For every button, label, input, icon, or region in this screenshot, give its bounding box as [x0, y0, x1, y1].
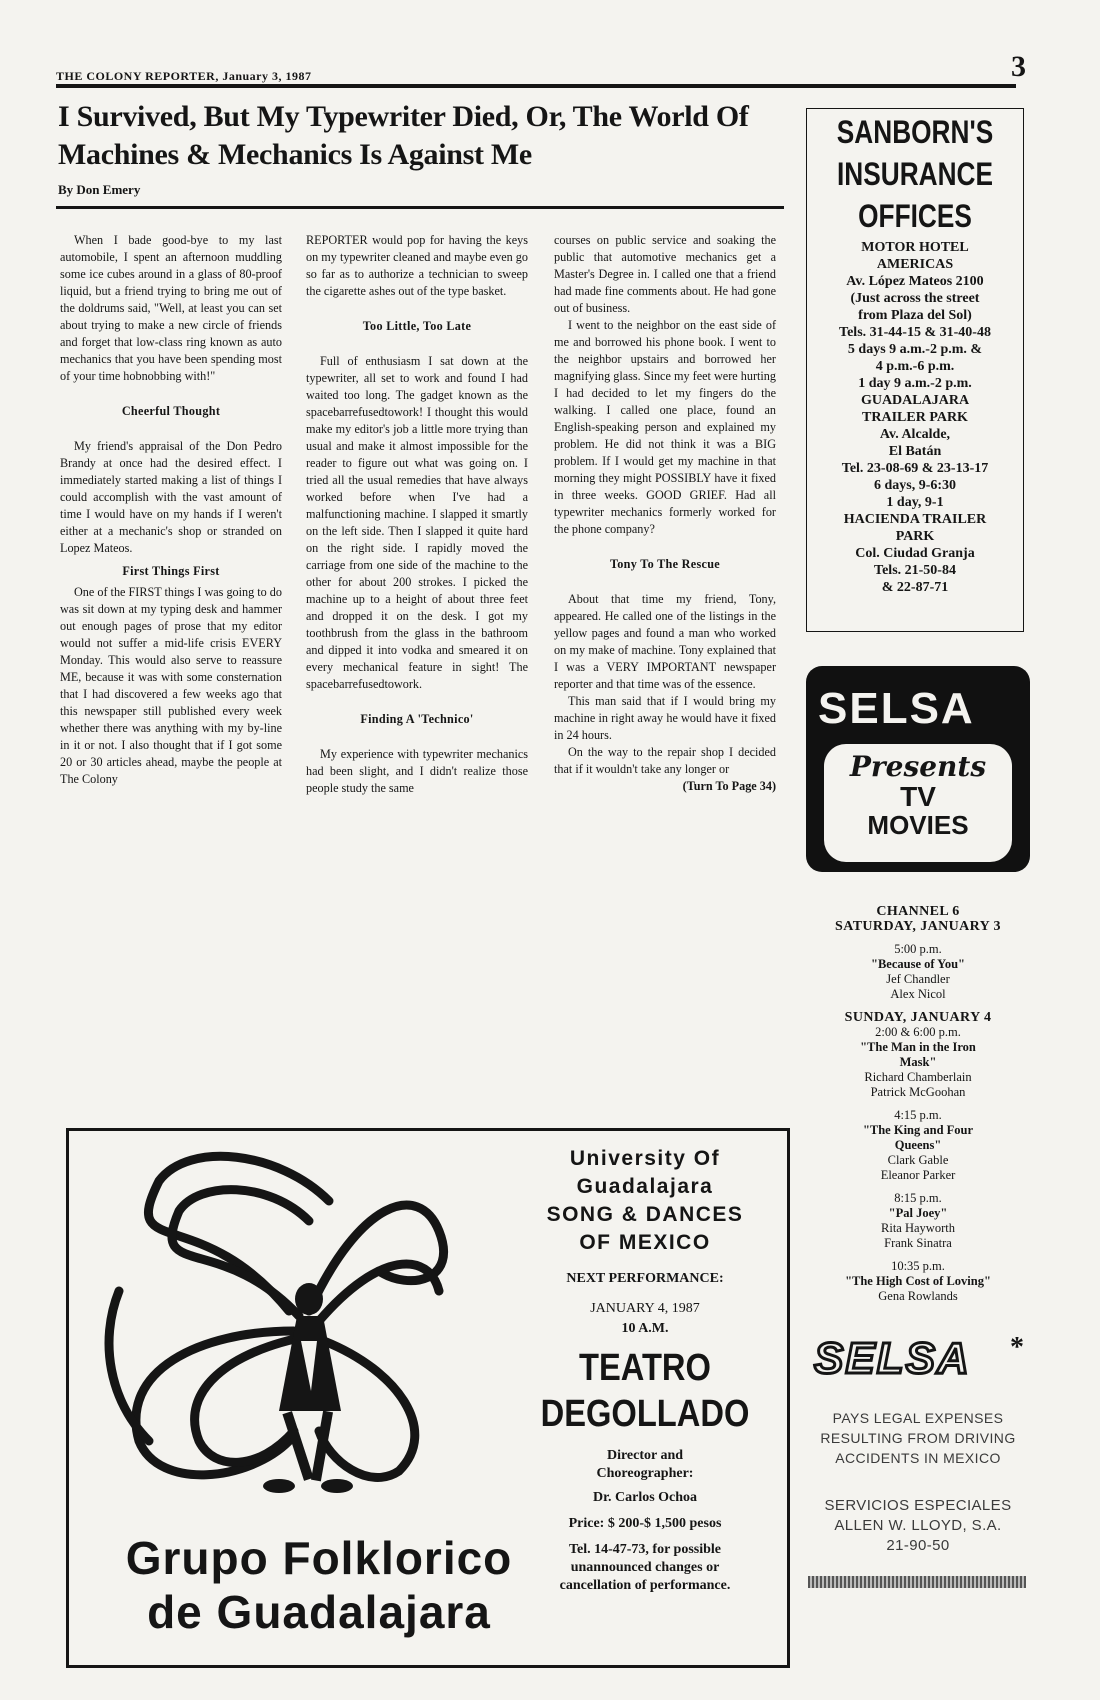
schedule-line: Clark Gable [887, 1153, 949, 1167]
schedule-line: Frank Sinatra [884, 1236, 952, 1250]
story-paragraph: About that time my friend, Tony, appeared. He called one of the listings in the yellow pages and found a man who worked on my make of machine. Tony explained that I was a VERY IMPORTANT newspaper reporter and that time was of the essence. [554, 592, 776, 691]
story-subhead: Finding A 'Technico' [360, 712, 474, 726]
performance-details [515, 1145, 775, 1595]
ad-heading-line: University Of [569, 1147, 721, 1170]
story-paragraph: One of the FIRST things I was going to do was sit down at my typing desk and hammer out enough pages of prose that my editor would not suffer a mid-life crisis EVERY Monday. This would also serve to reassure ME, because it was with some consternation that I had discovered a few weeks ago that this newspaper still published every week whether there was anything with my by-line in it or not. I also thought that if I got some 20 or 30 articles ahead, maybe the people at The Colony [60, 585, 282, 786]
ad-line: Av. López Mateos 2100 [846, 274, 984, 289]
schedule-line: Jef Chandler [886, 972, 950, 986]
ad-line: PAYS LEGAL EXPENSES [832, 1410, 1004, 1426]
tel-line: unannounced changes or [570, 1560, 720, 1575]
selsa-tv-ad [806, 666, 1030, 872]
ad-title-line: OFFICES [858, 198, 972, 234]
story-headline: I Survived, But My Typewriter Died, Or, The World Of Machines & Mechanics Is Against Me [58, 100, 749, 171]
ticket-price: Price: $ 200-$ 1,500 pesos [568, 1516, 722, 1531]
ad-line: & 22-87-71 [881, 580, 949, 595]
ad-line: 21-90-50 [886, 1537, 950, 1554]
schedule-heading: SATURDAY, JANUARY 3 [835, 919, 1001, 934]
story-byline: By Don Emery [58, 182, 141, 197]
schedule-line: Rita Hayworth [881, 1221, 955, 1235]
schedule-line: "Pal Joey" [888, 1206, 948, 1220]
page-number: 3 [1011, 50, 1026, 83]
ad-line: Av. Alcalde, [879, 427, 951, 442]
tv-screen-graphic [824, 744, 1012, 862]
schedule-line: Queens" [894, 1138, 942, 1152]
ad-line: Tels. 21-50-84 [874, 563, 956, 578]
schedule-line: 4:15 p.m. [894, 1108, 942, 1122]
schedule-line: "The King and Four [862, 1123, 974, 1137]
ad-line: PARK [895, 529, 935, 544]
schedule-heading: SUNDAY, JANUARY 4 [844, 1010, 992, 1025]
story-paragraph: This man said that if I would bring my machine in right away he would have it fixed in 24 hours. [554, 694, 776, 742]
selsa-contact-text [808, 1496, 1028, 1556]
ad-line: HACIENDA TRAILER [843, 512, 987, 527]
selsa-logo: SELSA [814, 1334, 971, 1383]
schedule-line: Eleanor Parker [880, 1168, 956, 1182]
sanborns-insurance-ad [806, 108, 1024, 632]
schedule-line: 5:00 p.m. [894, 942, 942, 956]
schedule-line: Mask" [899, 1055, 937, 1069]
schedule-heading: CHANNEL 6 [876, 904, 960, 919]
ad-line: 1 day 9 a.m.-2 p.m. [858, 376, 972, 391]
performance-date: JANUARY 4, 1987 [590, 1301, 700, 1316]
schedule-line: "The Man in the Iron [860, 1040, 976, 1054]
schedule-line: "Because of You" [871, 957, 965, 971]
story-paragraph: On the way to the repair shop I decided that if it wouldn't take any longer or [554, 745, 776, 776]
group-name-line: Grupo Folklorico [125, 1532, 513, 1584]
tv-text: TV [900, 781, 936, 812]
schedule-line: 2:00 & 6:00 p.m. [875, 1025, 961, 1039]
story-subhead: Too Little, Too Late [362, 319, 472, 333]
story-rule [56, 206, 784, 209]
story-paragraph: My friend's appraisal of the Don Pedro Brandy at once had the desired effect. I immediately started making a list of things I could accomplish with the vast amount of time I would have on my hands if I weren't either at a mechanic's shop or stranded on Lopez Mateos. [60, 439, 282, 555]
ad-title-line: INSURANCE [836, 156, 993, 192]
ballet-folklorico-ad [66, 1128, 790, 1668]
masthead-rule [56, 84, 1016, 88]
turn-to-page: (Turn To Page 34) [682, 779, 776, 793]
schedule-line: Alex Nicol [890, 987, 946, 1001]
tel-line: cancellation of performance. [559, 1578, 731, 1593]
story-column-3 [554, 232, 776, 795]
ad-heading-line: SONG & DANCES [546, 1203, 744, 1226]
ad-line: RESULTING FROM DRIVING [820, 1430, 1016, 1446]
story-subhead: Cheerful Thought [121, 404, 221, 418]
schedule-line: 8:15 p.m. [894, 1191, 942, 1205]
asterisk-mark: * [1010, 1332, 1024, 1363]
director-line: Director and [606, 1448, 684, 1463]
selsa-logo: SELSA [818, 684, 975, 733]
ad-line: Tel. 23-08-69 & 23-13-17 [841, 461, 989, 476]
decorative-strip [808, 1576, 1026, 1588]
story-paragraph: REPORTER would pop for having the keys on my typewriter cleaned and maybe even go so far as to authorize a technician to sweep the cigarette ashes out of the type basket. [306, 233, 528, 298]
story-paragraph: My experience with typewriter mechanics had been slight, and I didn't realize those people study the same [306, 747, 528, 795]
performance-time: 10 A.M. [621, 1321, 669, 1336]
ad-line: 5 days 9 a.m.-2 p.m. & [847, 342, 983, 357]
selsa-legal-text [808, 1408, 1028, 1468]
next-performance-label: NEXT PERFORMANCE: [566, 1271, 724, 1286]
ad-title-line: SANBORN'S [836, 114, 994, 150]
ad-heading-line: OF MEXICO [579, 1231, 711, 1254]
presents-text: Presents [849, 750, 987, 783]
schedule-line: Gena Rowlands [878, 1289, 958, 1303]
ad-line: 1 day, 9-1 [886, 495, 944, 510]
venue-line: DEGOLLADO [540, 1393, 750, 1435]
story-paragraph: When I bade good-bye to my last automobile, I spent an afternoon muddling some ice cubes around in a glass of 80-proof liquid, but a friend trying to bring me out of the doldrums said, "Well, at least you can set about trying to make a new circle of friends and forget that low-class ring known as auto mechanics that you have been spending most of your time hobnobbing with!" [60, 233, 282, 383]
movies-text: MOVIES [867, 810, 969, 840]
story-paragraph: courses on public service and soaking the public that automotive mechanics get a Master's Degree in. I called one that a friend had made fine comments about. He had gone out of business. [554, 233, 776, 315]
story-paragraph: I went to the neighbor on the east side of me and borrowed his phone book. I went to the neighbor upstairs and borrowed her magnifying glass. Since my feet were hurting I had decided to let my fingers do the walking. I called one place, found an English-speaking person and explained my problem. He did not think it was a BIG problem. If I would get my machine in that morning they might POSSIBLY have it fixed in three weeks. GOOD GRIEF. Had all typewriter mechanics formerly worked for the phone company? [554, 318, 776, 536]
group-name-line: de Guadalajara [147, 1586, 491, 1638]
ad-line: from Plaza del Sol) [858, 308, 972, 323]
ad-line: El Batán [888, 444, 942, 459]
schedule-line: "The High Cost of Loving" [845, 1274, 991, 1288]
ad-line: MOTOR HOTEL [861, 240, 969, 255]
ad-line: GUADALAJARA [860, 393, 970, 408]
ad-line: SERVICIOS ESPECIALES [824, 1497, 1012, 1514]
schedule-line: Richard Chamberlain [864, 1070, 972, 1084]
selsa-legal-logo [808, 1328, 1028, 1390]
ad-line: Tels. 31-44-15 & 31-40-48 [839, 325, 991, 340]
ad-line: (Just across the street [850, 291, 980, 306]
director-name: Dr. Carlos Ochoa [592, 1490, 698, 1505]
group-name [89, 1531, 549, 1639]
schedule-line: Patrick McGoohan [870, 1085, 966, 1099]
ad-line: TRAILER PARK [862, 410, 968, 425]
ad-line: 6 days, 9-6:30 [873, 478, 957, 493]
ad-line: Col. Ciudad Granja [855, 546, 975, 561]
story-column-2 [306, 232, 528, 797]
story-subhead: First Things First [122, 564, 220, 578]
venue-line: TEATRO [579, 1347, 711, 1389]
tv-schedule [808, 904, 1028, 1304]
masthead [56, 50, 1026, 86]
ad-line: ALLEN W. LLOYD, S.A. [834, 1517, 1002, 1534]
story-column-1 [60, 232, 282, 788]
tel-line: Tel. 14-47-73, for possible [568, 1542, 722, 1557]
ad-heading-line: Guadalajara [576, 1175, 714, 1198]
ad-line: ACCIDENTS IN MEXICO [835, 1450, 1001, 1466]
ad-line: AMERICAS [876, 257, 954, 272]
director-line: Choreographer: [596, 1466, 694, 1481]
masthead-publication: THE COLONY REPORTER, January 3, 1987 [56, 69, 312, 83]
schedule-line: 10:35 p.m. [891, 1259, 945, 1273]
ad-line: 4 p.m.-6 p.m. [875, 359, 955, 374]
story-subhead: Tony To The Rescue [609, 557, 721, 571]
story-paragraph: Full of enthusiasm I sat down at the typewriter, all set to work and found I had waited too long. The gadget known as the spacebarrefusedtowork! I thought this would make my editor's job a little more trying than usual and make it almost impossible for the reader to figure out what was going on. I tried all the usual remedies that have always worked before when I've had a malfunctioning machine. I slapped it smartly on the left side. Then I slapped it quite hard on the right side. I rapidly moved the carriage from one side of the machine to the other for about 200 strokes. I picked the machine up to a height of about three feet and dropped it on the desk. I got my toothbrush from the glass in the bathroom and dipped it into vodka and smeared it on every mechanical feature in sight! The spacebarrefusedtowork. [306, 354, 528, 691]
dancer-illustration [79, 1141, 519, 1521]
